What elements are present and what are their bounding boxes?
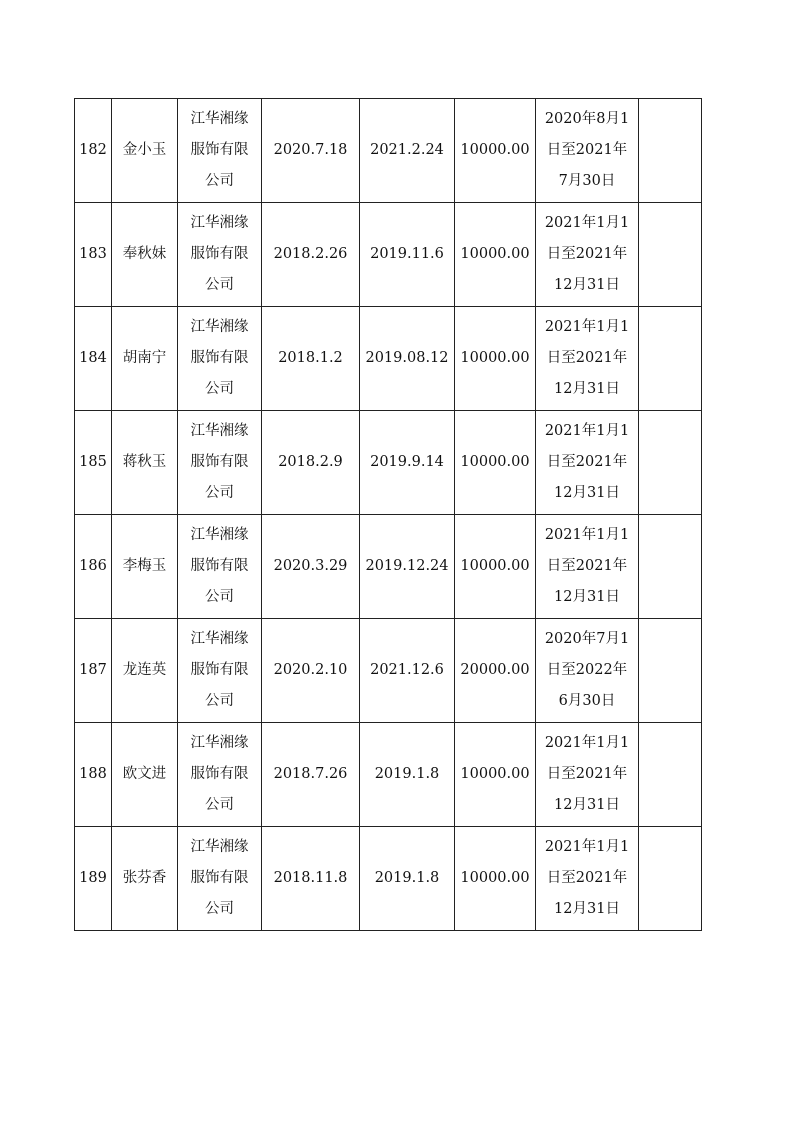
amount: 10000.00 (455, 515, 536, 619)
period-line: 2020年7月1 (544, 631, 630, 647)
company-line: 江华湘缘 (190, 319, 249, 335)
row-number: 182 (75, 99, 112, 203)
end-date: 2021.12.6 (360, 619, 455, 723)
company-name (178, 723, 262, 827)
table-row (75, 203, 702, 307)
start-date: 2018.2.9 (262, 411, 360, 515)
period (536, 203, 639, 307)
end-date: 2019.9.14 (360, 411, 455, 515)
company-name (178, 619, 262, 723)
amount: 10000.00 (455, 411, 536, 515)
amount: 10000.00 (455, 827, 536, 931)
company-line: 公司 (205, 485, 234, 501)
period-line: 日至2021年 (546, 350, 628, 366)
person-name: 蒋秋玉 (112, 411, 178, 515)
person-name: 龙连英 (112, 619, 178, 723)
company-line: 公司 (205, 901, 234, 917)
period (536, 515, 639, 619)
table-row (75, 411, 702, 515)
end-date: 2019.1.8 (360, 827, 455, 931)
period (536, 619, 639, 723)
period-line: 7月30日 (558, 173, 616, 189)
row-number: 183 (75, 203, 112, 307)
start-date: 2018.11.8 (262, 827, 360, 931)
end-date: 2019.11.6 (360, 203, 455, 307)
table-body (75, 99, 702, 931)
row-number: 185 (75, 411, 112, 515)
company-name (178, 99, 262, 203)
company-name (178, 411, 262, 515)
company-line: 服饰有限 (190, 454, 249, 470)
company-name (178, 827, 262, 931)
person-name: 奉秋妹 (112, 203, 178, 307)
company-line: 服饰有限 (190, 142, 249, 158)
period-line: 12月31日 (554, 277, 620, 293)
remark-cell (639, 203, 702, 307)
period-line: 2021年1月1 (544, 527, 630, 543)
records-table (74, 98, 702, 931)
amount: 10000.00 (455, 99, 536, 203)
company-line: 服饰有限 (190, 246, 249, 262)
period-line: 2021年1月1 (544, 735, 630, 751)
remark-cell (639, 515, 702, 619)
company-name (178, 203, 262, 307)
remark-cell (639, 619, 702, 723)
remark-cell (639, 723, 702, 827)
remark-cell (639, 99, 702, 203)
period-line: 日至2022年 (546, 662, 628, 678)
row-number: 188 (75, 723, 112, 827)
period-line: 2020年8月1 (544, 111, 630, 127)
start-date: 2018.2.26 (262, 203, 360, 307)
period (536, 827, 639, 931)
period-line: 日至2021年 (546, 454, 628, 470)
person-name: 李梅玉 (112, 515, 178, 619)
period-line: 日至2021年 (546, 142, 628, 158)
period-line: 12月31日 (554, 589, 620, 605)
amount: 10000.00 (455, 203, 536, 307)
period (536, 411, 639, 515)
company-line: 江华湘缘 (190, 423, 249, 439)
period-line: 日至2021年 (546, 246, 628, 262)
start-date: 2018.7.26 (262, 723, 360, 827)
period-line: 12月31日 (554, 901, 620, 917)
company-name (178, 307, 262, 411)
table-row (75, 827, 702, 931)
person-name: 欧文进 (112, 723, 178, 827)
company-line: 公司 (205, 589, 234, 605)
row-number: 184 (75, 307, 112, 411)
person-name: 张芬香 (112, 827, 178, 931)
period (536, 99, 639, 203)
company-line: 江华湘缘 (190, 111, 249, 127)
company-line: 服饰有限 (190, 350, 249, 366)
end-date: 2019.08.12 (360, 307, 455, 411)
period-line: 日至2021年 (546, 766, 628, 782)
company-line: 江华湘缘 (190, 527, 249, 543)
row-number: 189 (75, 827, 112, 931)
company-line: 公司 (205, 173, 234, 189)
company-line: 服饰有限 (190, 766, 249, 782)
period (536, 723, 639, 827)
amount: 10000.00 (455, 723, 536, 827)
company-line: 公司 (205, 797, 234, 813)
end-date: 2021.2.24 (360, 99, 455, 203)
row-number: 186 (75, 515, 112, 619)
period-line: 12月31日 (554, 381, 620, 397)
company-line: 服饰有限 (190, 558, 249, 574)
table-row (75, 723, 702, 827)
company-line: 服饰有限 (190, 662, 249, 678)
table-row (75, 99, 702, 203)
period-line: 2021年1月1 (544, 423, 630, 439)
amount: 20000.00 (455, 619, 536, 723)
remark-cell (639, 827, 702, 931)
table-row (75, 515, 702, 619)
table-row (75, 619, 702, 723)
company-line: 公司 (205, 277, 234, 293)
company-line: 江华湘缘 (190, 215, 249, 231)
period-line: 12月31日 (554, 797, 620, 813)
amount: 10000.00 (455, 307, 536, 411)
remark-cell (639, 411, 702, 515)
start-date: 2018.1.2 (262, 307, 360, 411)
table-row (75, 307, 702, 411)
period (536, 307, 639, 411)
person-name: 金小玉 (112, 99, 178, 203)
period-line: 日至2021年 (546, 870, 628, 886)
period-line: 6月30日 (558, 693, 616, 709)
end-date: 2019.1.8 (360, 723, 455, 827)
start-date: 2020.3.29 (262, 515, 360, 619)
company-name (178, 515, 262, 619)
company-line: 服饰有限 (190, 870, 249, 886)
row-number: 187 (75, 619, 112, 723)
period-line: 2021年1月1 (544, 839, 630, 855)
company-line: 江华湘缘 (190, 839, 249, 855)
start-date: 2020.2.10 (262, 619, 360, 723)
period-line: 2021年1月1 (544, 215, 630, 231)
end-date: 2019.12.24 (360, 515, 455, 619)
period-line: 2021年1月1 (544, 319, 630, 335)
start-date: 2020.7.18 (262, 99, 360, 203)
company-line: 江华湘缘 (190, 631, 249, 647)
company-line: 公司 (205, 693, 234, 709)
period-line: 日至2021年 (546, 558, 628, 574)
remark-cell (639, 307, 702, 411)
period-line: 12月31日 (554, 485, 620, 501)
person-name: 胡南宁 (112, 307, 178, 411)
company-line: 江华湘缘 (190, 735, 249, 751)
company-line: 公司 (205, 381, 234, 397)
